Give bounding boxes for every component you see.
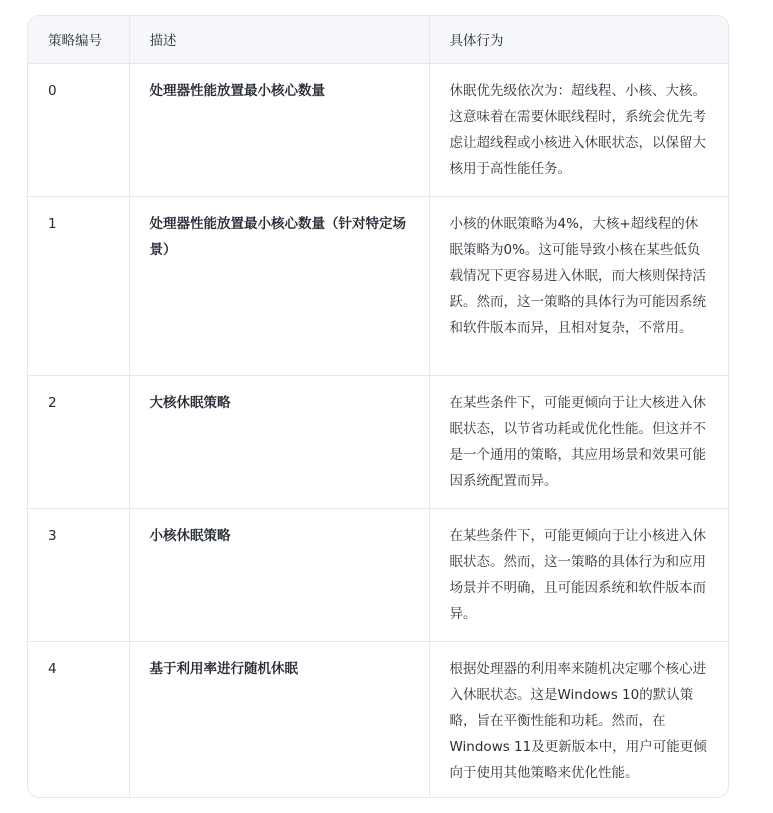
header-behavior: 具体行为 — [429, 16, 729, 63]
policy-id-cell: 4 — [28, 641, 129, 798]
policy-description-cell: 处理器性能放置最小核心数量（针对特定场景） — [129, 196, 429, 375]
policy-id-cell: 2 — [28, 375, 129, 508]
policy-behavior-cell: 小核的休眠策略为4%，大核+超线程的休眠策略为0%。这可能导致小核在某些低负载情况下更容易进入休眠，而大核则保持活跃。然而，这一策略的具体行为可能因系统和软件版本而异，且相对复杂，不常用。 — [429, 196, 729, 375]
header-policy-id: 策略编号 — [28, 16, 129, 63]
policy-id-cell: 3 — [28, 508, 129, 641]
policy-description-cell: 处理器性能放置最小核心数量 — [129, 63, 429, 196]
policy-behavior-cell: 在某些条件下，可能更倾向于让小核进入休眠状态。然而，这一策略的具体行为和应用场景并不明确，且可能因系统和软件版本而异。 — [429, 508, 729, 641]
policy-description-cell: 大核休眠策略 — [129, 375, 429, 508]
policy-id-cell: 1 — [28, 196, 129, 375]
policy-description-cell: 基于利用率进行随机休眠 — [129, 641, 429, 798]
table-row — [28, 508, 729, 641]
policy-table — [28, 16, 729, 798]
policy-behavior-cell: 在某些条件下，可能更倾向于让大核进入休眠状态，以节省功耗或优化性能。但这并不是一个通用的策略，其应用场景和效果可能因系统配置而异。 — [429, 375, 729, 508]
policy-description-cell: 小核休眠策略 — [129, 508, 429, 641]
policy-behavior-cell: 休眠优先级依次为：超线程、小核、大核。这意味着在需要休眠线程时，系统会优先考虑让超线程或小核进入休眠状态，以保留大核用于高性能任务。 — [429, 63, 729, 196]
policy-id-cell: 0 — [28, 63, 129, 196]
policy-table-container — [27, 15, 729, 798]
table-header-row — [28, 16, 729, 63]
table-row — [28, 63, 729, 196]
policy-behavior-cell: 根据处理器的利用率来随机决定哪个核心进入休眠状态。这是Windows 10的默认策略，旨在平衡性能和功耗。然而，在Windows 11及更新版本中，用户可能更倾向于使用其他策略来优化性能。 — [449, 660, 707, 781]
header-description: 描述 — [129, 16, 429, 63]
table-row — [28, 196, 729, 375]
table-row — [28, 375, 729, 508]
table-row — [28, 641, 729, 798]
